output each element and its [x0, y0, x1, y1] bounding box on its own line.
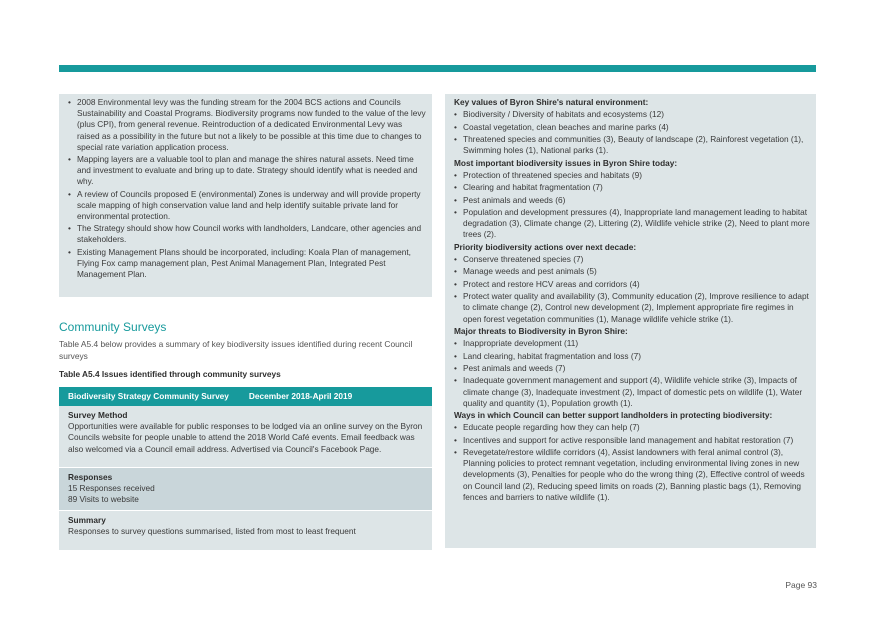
- table-row-summary: [59, 511, 432, 550]
- row-text: 15 Responses received: [68, 483, 155, 494]
- table-header-col1: Biodiversity Strategy Community Survey: [68, 391, 229, 401]
- list-item: • Incentives and support for active responsible land management and habitat restoration (7): [454, 435, 811, 446]
- table-header: [59, 387, 432, 406]
- row-heading: Summary: [68, 515, 106, 525]
- row-text: 89 Visits to website: [68, 494, 139, 505]
- results-heading-major-threats: Major threats to Biodiversity in Byron Shire:: [454, 325, 628, 336]
- results-heading-support-landholders: Ways in which Council can better support landholders in protecting biodiversity:: [454, 410, 773, 421]
- list-item: • Revegetate/restore wildlife corridors (4), Assist landowners with feral animal control (3), Planning policies to protect remnant vegetation, including environmental living zones in new developments (3), Penalties for people who do the wrong thing (2), Effective control of weeds on Council land (2), Reducing speed limits on roads (2), Banning plastic bags (1), Removing fences and barriers to native wildlife (1).: [454, 447, 811, 503]
- list-item: • Threatened species and communities (3), Beauty of landscape (2), Rainforest vegetation (1), Swimming holes (1), National parks (1).: [454, 134, 811, 156]
- list-item: • Biodiversity / Diversity of habitats and ecosystems (12): [454, 109, 811, 120]
- list-item: • Existing Management Plans should be incorporated, including: Koala Plan of management, Flying Fox camp management plan, Pest Animal Management Plan, Integrated Pest Management Plan.: [68, 247, 426, 281]
- list-item: • Pest animals and weeds (6): [454, 195, 811, 206]
- list-item: • Protect and restore HCV areas and corridors (4): [454, 279, 811, 290]
- section-intro: Table A5.4 below provides a summary of key biodiversity issues identified during recent Council surveys: [59, 339, 413, 361]
- row-heading: Responses: [68, 472, 113, 482]
- table-header-col2: December 2018-April 2019: [248, 391, 353, 401]
- list-item: • Inadequate government management and support (4), Wildlife vehicle strike (3), Impacts of climate change (3), Inadequate investment (2), Impact of domestic pets on wildlife (1), Water quality and quantity (1), Population growth (1).: [454, 375, 811, 409]
- left-bullet-list: [68, 97, 426, 280]
- results-heading-key-values: Key values of Byron Shire's natural environment:: [454, 97, 649, 107]
- left-notes-panel: [59, 94, 432, 297]
- list-item: • Land clearing, habitat fragmentation and loss (7): [454, 351, 811, 362]
- survey-table: [59, 387, 432, 550]
- list-item: • Inappropriate development (11): [454, 338, 811, 349]
- list-item: • Pest animals and weeds (7): [454, 363, 811, 374]
- list-item: • Mapping layers are a valuable tool to plan and manage the shires natural assets. Need time and investment to evaluate and bring up to date. Strategy should identify what is needed and why.: [68, 154, 426, 188]
- list-item: • Conserve threatened species (7): [454, 254, 811, 265]
- results-list: [454, 170, 811, 241]
- list-item: • Educate people regarding how they can help (7): [454, 422, 811, 433]
- table-caption: Table A5.4 Issues identified through community surveys: [59, 369, 281, 379]
- results-heading-important-issues: Most important biodiversity issues in Byron Shire today:: [454, 157, 678, 168]
- page-number: Page 93: [785, 580, 817, 590]
- table-row-survey-method: [59, 406, 432, 468]
- list-item: • The Strategy should show how Council works with landholders, Landcare, other agencies and stakeholders.: [68, 223, 426, 245]
- results-list: [454, 422, 811, 503]
- section-title: Community Surveys: [59, 320, 167, 334]
- row-text: Responses to survey questions summarised, listed from most to least frequent: [68, 526, 356, 537]
- list-item: • A review of Councils proposed E (environmental) Zones is underway and will provide property scale mapping of high conservation value land and help identify suitable private land for environmental protection.: [68, 189, 426, 223]
- results-list: [454, 254, 811, 325]
- list-item: • Protect water quality and availability (3), Community education (2), Improve resilience to adapt to climate change (2), Control new development (2), Implement appropriate fire regimes in open forest vegetation communities (1), Manage wildlife vehicle strike (1).: [454, 291, 811, 325]
- list-item: • Population and development pressures (4), Inappropriate land management leading to habitat degradation (3), Climate change (2), Littering (2), Wildlife vehicle strike (2), Need to plant more trees (2).: [454, 207, 811, 241]
- list-item: • Protection of threatened species and habitats (9): [454, 170, 811, 181]
- list-item: • 2008 Environmental levy was the funding stream for the 2004 BCS actions and Councils Sustainability and Coastal Programs. Biodiversity programs now funded to the value of the levy (plus CPI), from general revenue. Reintroduction of a dedicated Environmental Levy was raised as a possibility in the future but not a likely to be possible at this time due to changes to special rate variation application process.: [68, 97, 426, 153]
- list-item: • Coastal vegetation, clean beaches and marine parks (4): [454, 122, 811, 133]
- results-list: [454, 109, 811, 156]
- table-row-responses: [59, 468, 432, 511]
- results-heading-priority-actions: Priority biodiversity actions over next decade:: [454, 241, 637, 252]
- results-list: [454, 338, 811, 409]
- list-item: • Clearing and habitat fragmentation (7): [454, 182, 811, 193]
- row-heading: Survey Method: [68, 410, 128, 420]
- survey-results-panel: [445, 94, 816, 548]
- list-item: • Manage weeds and pest animals (5): [454, 266, 811, 277]
- header-accent-bar: [59, 65, 816, 72]
- row-text: Opportunities were available for public responses to be lodged via an online survey on the Byron Councils website for people unable to attend the 2018 World Café events. Email feedback was also welcomed via a Council email address. Advertised via Council's Facebook Page.: [68, 421, 423, 454]
